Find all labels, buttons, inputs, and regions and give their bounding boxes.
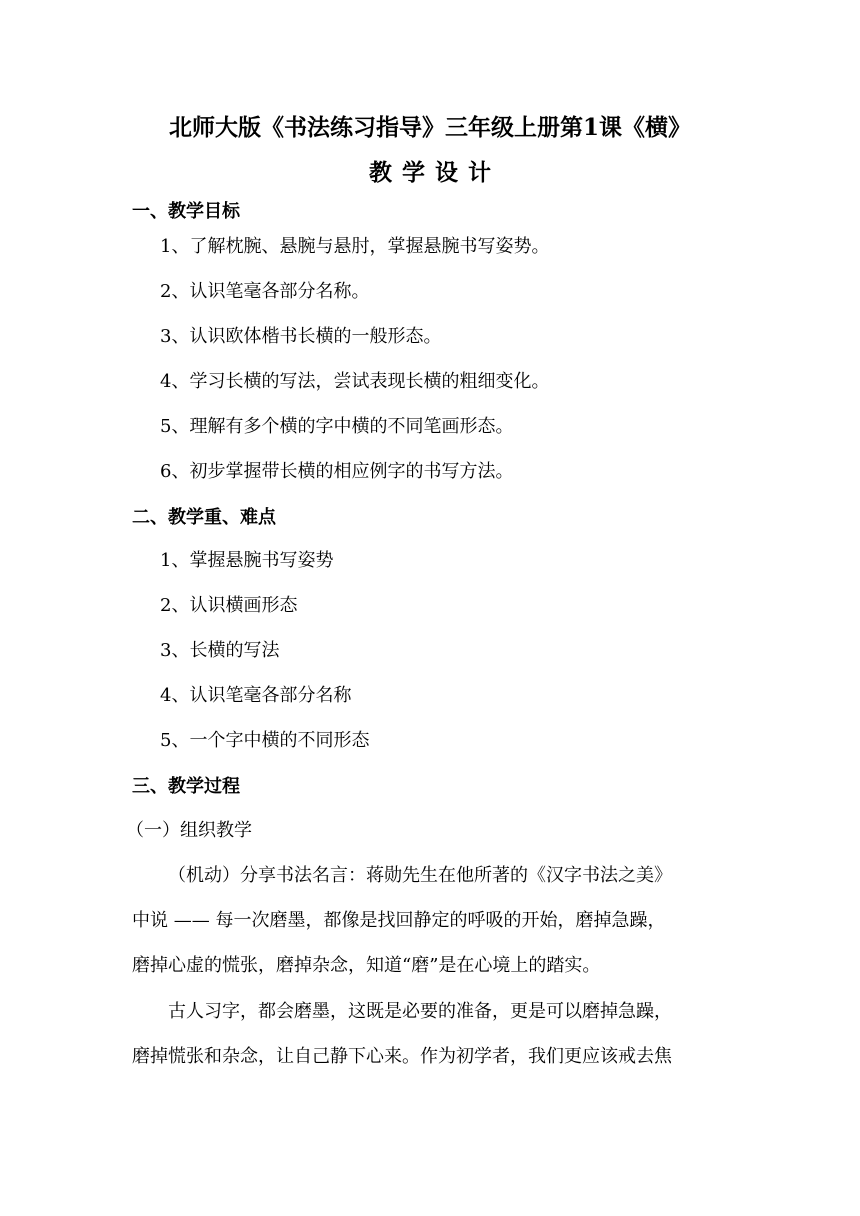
subsection-heading: （一）组织教学 <box>126 820 252 841</box>
section-heading-process: 三、教学过程 <box>132 776 240 797</box>
document-subtitle: 教学设计 <box>369 159 501 186</box>
objective-item: 1、了解枕腕、悬腕与悬肘，掌握悬腕书写姿势。 <box>160 236 550 257</box>
key-point-item: 5、一个字中横的不同形态 <box>160 730 370 751</box>
objective-item: 6、初步掌握带长横的相应例字的书写方法。 <box>160 461 514 482</box>
section-heading-objectives: 一、教学目标 <box>132 201 240 222</box>
objective-item: 2、认识笔毫各部分名称。 <box>160 281 370 302</box>
objective-item: 5、理解有多个横的字中横的不同笔画形态。 <box>160 416 514 437</box>
document-title: 北师大版《书法练习指导》三年级上册第1课《横》 <box>168 114 691 141</box>
key-point-item: 2、认识横画形态 <box>160 595 298 616</box>
paragraph-line: 磨掉慌张和杂念，让自己静下心来。作为初学者，我们更应该戒去焦 <box>132 1046 672 1067</box>
key-point-item: 3、长横的写法 <box>160 640 280 661</box>
objective-item: 3、认识欧体楷书长横的一般形态。 <box>160 326 442 347</box>
paragraph-line: （机动）分享书法名言：蒋勋先生在他所著的《汉字书法之美》 <box>168 865 672 886</box>
objective-item: 4、学习长横的写法，尝试表现长横的粗细变化。 <box>160 371 550 392</box>
key-point-item: 4、认识笔毫各部分名称 <box>160 685 352 706</box>
paragraph-line: 中说 —— 每一次磨墨，都像是找回静定的呼吸的开始，磨掉急躁， <box>132 910 666 931</box>
key-point-item: 1、掌握悬腕书写姿势 <box>160 550 334 571</box>
paragraph-line: 磨掉心虚的慌张，磨掉杂念，知道“磨”是在心境上的踏实。 <box>132 955 601 976</box>
section-heading-key-points: 二、教学重、难点 <box>132 507 276 528</box>
paragraph-line: 古人习字，都会磨墨，这既是必要的准备，更是可以磨掉急躁， <box>168 1001 672 1022</box>
